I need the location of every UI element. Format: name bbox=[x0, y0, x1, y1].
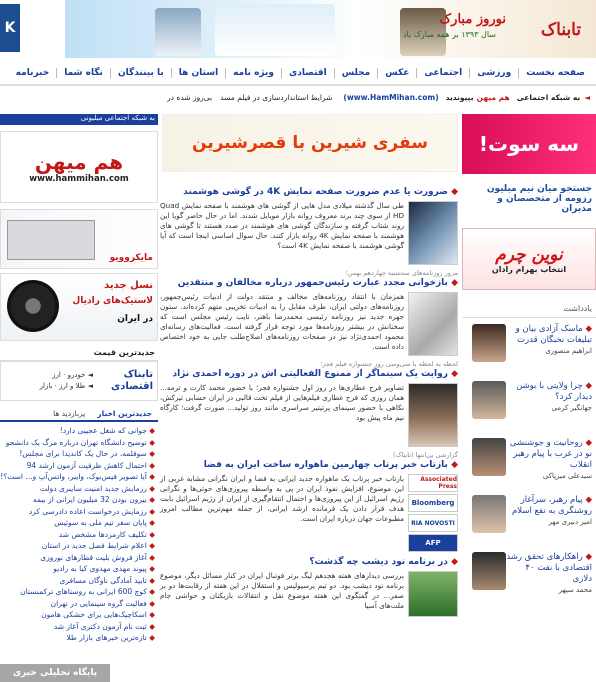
site-logo[interactable]: تابناک bbox=[540, 20, 582, 40]
news-link[interactable]: بیرون بودن 32 میلیون ایرانی از بیمه bbox=[33, 495, 147, 504]
note-item[interactable] bbox=[462, 495, 596, 548]
news-list-item[interactable] bbox=[0, 552, 158, 564]
ap-logo: Associated Press bbox=[408, 474, 458, 492]
news-link[interactable]: رزمایش جدید امنیت سایبری دولت bbox=[39, 483, 147, 493]
bullet-icon: ◆ bbox=[146, 633, 155, 642]
right-column bbox=[462, 114, 596, 609]
news-list bbox=[0, 425, 158, 644]
story-kicker: لحظه به لحظه با سی‌وسی روز جشنواره فیلم فجر؛ bbox=[320, 360, 458, 368]
author-avatar bbox=[472, 552, 506, 590]
nav-parliament[interactable]: مجلس bbox=[334, 68, 377, 78]
note-item[interactable] bbox=[462, 438, 596, 491]
bullet-icon: ◆ bbox=[146, 449, 155, 458]
bullet-icon: ◆ bbox=[146, 495, 155, 504]
price-link-gold[interactable]: ◄ طلا و ارز · بازار bbox=[39, 382, 93, 390]
story-summary: همزمان با انتقاد روزنامه‌های مخالف و منتقد دولت از ادبیات رئیس‌جمهور، روزنامه‌های دولتی ایران، طرف مقابل را به ادبیات تخریبی متهم کرده‌اند. ستون جهره جدید نیز روزنامه رئیسی محمدرضا باهنر، نایب رئیس مجلس است که سخنانش در بیشتر روزنامه‌ها مورد توجه قرار گرفته است. فعالیت‌های رسانه‌ای محمود احمدی‌نژاد نیز در صفحات روزنامه‌های اصلاح‌طلب جایی به خود اختصاص داده است. bbox=[160, 292, 404, 351]
bullet-icon: ◆ bbox=[447, 460, 458, 470]
story-kicker: گزارشی بی‌انتها (تابناک) bbox=[393, 451, 458, 459]
news-link[interactable]: جوانی که شغل عجیبی دارد! bbox=[59, 426, 147, 435]
news-link[interactable]: تایید آمادگی ناوگان مسافری bbox=[59, 575, 147, 585]
bullet-icon: ◆ bbox=[582, 495, 592, 505]
note-title[interactable]: ماسک آزادی بیان و تبلیغات نخبگان قدرت bbox=[515, 324, 592, 345]
bullet-icon: ◆ bbox=[447, 557, 458, 567]
news-link[interactable]: تکلیف کارمزدها مشخص شد bbox=[58, 529, 147, 539]
news-ticker bbox=[0, 88, 596, 106]
nav-viewers[interactable]: با بینندگان bbox=[110, 68, 171, 78]
price-link-car[interactable]: ◄ خودرو · ارز bbox=[52, 371, 93, 379]
nav-provinces[interactable]: استان ها bbox=[171, 68, 225, 78]
news-link[interactable]: سوفلمه، در حال یک کاندیدا برای مجلس! bbox=[19, 449, 147, 458]
tabnak-economy-title: تابناک اقتصادی bbox=[111, 369, 153, 392]
ticker-prefix: به شبکه اجتماعی bbox=[516, 92, 581, 102]
news-link[interactable]: کوچ 600 ایرانی به روستاهای ترکمنستان bbox=[20, 587, 147, 596]
ad-qasr-shirin[interactable]: سفری شیرین با قصرشیرین bbox=[162, 114, 458, 172]
tire-line-2: لاستیک‌های رادیال bbox=[72, 296, 153, 306]
news-link[interactable]: اسکاچیک‌هایی برای خشکی هامون bbox=[41, 610, 147, 619]
news-list-item[interactable] bbox=[0, 437, 158, 449]
note-item[interactable] bbox=[462, 381, 596, 434]
news-story bbox=[160, 360, 458, 447]
tab-most-viewed[interactable]: پربازدید ها bbox=[53, 409, 86, 418]
news-list-item[interactable] bbox=[0, 609, 158, 621]
tire-line-1: نسل جدید bbox=[104, 280, 153, 291]
news-link[interactable]: آغاز فروش بلیت قطارهای نوروزی bbox=[40, 552, 147, 562]
price-link-label: طلا و ارز bbox=[59, 382, 86, 390]
tab-latest-news[interactable]: جدیدترین اخبار bbox=[97, 409, 152, 418]
news-story bbox=[160, 451, 458, 552]
news-list-item[interactable] bbox=[0, 471, 158, 483]
microwave-image bbox=[7, 220, 95, 260]
news-link[interactable]: ثبت نام آزمون دکتری آغاز شد bbox=[53, 621, 147, 631]
ticker-bullet-icon: ◄ bbox=[584, 92, 590, 102]
note-title[interactable]: چرا ولایتی با بوشن دیدار کرد؟ bbox=[516, 381, 592, 402]
football-image[interactable] bbox=[408, 571, 458, 617]
bullet-icon: ◆ bbox=[146, 518, 155, 527]
news-list-item[interactable] bbox=[0, 563, 158, 575]
story-title[interactable]: روایت یک سینماگر از ممنوع الفعالیتی اش در دوره احمدی نژاد bbox=[172, 369, 448, 379]
nav-special[interactable]: ویژه نامه bbox=[225, 68, 281, 78]
news-story bbox=[160, 186, 458, 265]
ad-tabnak-economy[interactable] bbox=[0, 361, 158, 401]
news-story bbox=[160, 556, 458, 617]
bullet-icon: ◆ bbox=[146, 564, 155, 573]
job-ad-title[interactable]: جستجو میان نیم میلیون bbox=[486, 184, 592, 194]
note-title[interactable]: راهکارهای تحقق رشد اقتصادی با نفت ۴۰ دلاری bbox=[506, 552, 592, 584]
story-title[interactable]: در برنامه نود دیشب چه گذشت؟ bbox=[309, 557, 448, 567]
news-story bbox=[160, 269, 458, 356]
news-link[interactable]: احتمال کاهش ظرفیت آزمون ارشد 94 bbox=[26, 460, 147, 470]
latest-price-heading: جدیدترین قیمت bbox=[0, 345, 158, 361]
bullet-icon: ◆ bbox=[146, 541, 155, 550]
bullet-icon: ◆ bbox=[146, 587, 155, 596]
ad-hammihan[interactable] bbox=[0, 131, 158, 203]
author-avatar bbox=[472, 324, 506, 362]
news-list-item[interactable] bbox=[0, 621, 158, 633]
story-title[interactable]: بازتاب خبر پرتاب چهارمین ماهواره ساخت ایران به فضا bbox=[203, 460, 448, 470]
note-title[interactable]: پیام رهبر، سرآغاز روشنگری به نفع اسلام bbox=[512, 495, 592, 516]
ad-microwave[interactable] bbox=[0, 209, 158, 269]
price-link-label: بازار bbox=[39, 382, 53, 390]
story-title[interactable]: ضرورت یا عدم ضرورت صفحه نمایش 4K در گوشی هوشمند bbox=[183, 187, 448, 197]
news-tabs bbox=[0, 407, 158, 422]
bullet-icon: ◆ bbox=[447, 278, 458, 288]
note-item[interactable] bbox=[462, 324, 596, 377]
hammihan-url: www.hammihan.com bbox=[29, 174, 129, 184]
partner-logo[interactable]: K bbox=[0, 4, 20, 52]
flower-image bbox=[155, 8, 201, 56]
author-avatar bbox=[472, 495, 506, 533]
ticker-join: بپیوندید bbox=[445, 92, 474, 102]
phone-image[interactable] bbox=[408, 201, 458, 265]
ticker-item-3[interactable]: بی‌روز شده در bbox=[167, 92, 213, 102]
story-summary: بررسی دیدارهای هفته هجدهم لیگ برتر فوتبال ایران در کنار مسائل دیگر، موضوع برنامه نود دیشب بود. دو تیم پرسپولیس و استقلال در این هفته از رقابت‌ها دو بر صفر... در گفتگوی این هفته موضوع نقل و انتقالات بازیکنان و حواشی جام ملت‌های آسیا bbox=[160, 571, 404, 610]
news-link[interactable]: تازه‌ترین خبرهای بازار طلا bbox=[66, 633, 147, 642]
news-link[interactable]: اعلام شرایط فصل جدید در استان bbox=[41, 541, 147, 550]
ria-novosti-logo: RIA NOVOSTI bbox=[408, 514, 458, 532]
site-watermark: پایگاه تحلیلی خبری bbox=[0, 664, 110, 682]
new-year-subtitle: سال ۱۳۹۳ بر همه مبارک باد bbox=[402, 30, 496, 39]
news-link[interactable]: پیوند مهدی مهدوی کیا به رادیو bbox=[53, 564, 147, 573]
bullet-icon: ◆ bbox=[146, 575, 155, 585]
story-summary: طی سال گذشته میلادی مدل هایی از گوشی های هوشمند با صفحه نمایش Quad HD از سوی چند برند معروف روانه بازار موبایل شدند. اما در حال حاضر گویا این روند شتاب گرفته و سازندگان گوشی های هوشمند در صدد هستند تا گوشی های هوشمند با صفحه نمایش 4K روانه بازار کنند. حال سوال اساسی اینجا است که آیا گوشی هوشمند با صفحه نمایش 4K است؟ bbox=[160, 201, 404, 250]
bullet-icon: ◆ bbox=[146, 598, 155, 608]
news-list-item[interactable] bbox=[0, 425, 158, 437]
news-link[interactable]: پایان سفر تیم ملی به سوئیس bbox=[54, 518, 147, 527]
ad-novin-charm[interactable] bbox=[462, 228, 596, 290]
novin-subtitle: انتخاب بهرام رادان bbox=[491, 264, 567, 274]
ad-sout-banner[interactable]: سه سوت! bbox=[462, 114, 596, 174]
bullet-icon: ◆ bbox=[146, 483, 155, 493]
ticker-url[interactable]: (www.HamMihan.com) bbox=[343, 92, 439, 102]
bullet-icon: ◆ bbox=[146, 460, 155, 470]
nav-your-view[interactable]: نگاه شما bbox=[56, 68, 110, 78]
bullet-icon: ◆ bbox=[146, 426, 155, 435]
news-list-item[interactable] bbox=[0, 494, 158, 506]
news-link[interactable]: توضیح دانشگاه تهران درباره مرگ یک دانشجو bbox=[5, 437, 147, 447]
main-nav bbox=[0, 62, 596, 86]
nav-newsletter[interactable]: خبرنامه bbox=[15, 68, 50, 78]
bloomberg-logo: Bloomberg bbox=[408, 494, 458, 512]
story-title[interactable]: بازخوانی مجدد عبارت رئیس‌جمهور درباره مخالفان و منتقدین bbox=[177, 278, 448, 288]
news-list-item[interactable] bbox=[0, 575, 158, 587]
news-list-item[interactable] bbox=[0, 506, 158, 518]
hammihan-logo: هم میهن bbox=[34, 150, 124, 174]
note-author: محمد سپهر bbox=[558, 586, 592, 594]
news-link[interactable]: فعالیت گروه سینمایی در تهران bbox=[50, 598, 147, 608]
ticker-brand[interactable]: هم میهن bbox=[476, 92, 510, 102]
news-list-item[interactable] bbox=[0, 540, 158, 552]
bullet-icon: ◆ bbox=[146, 506, 155, 516]
news-link[interactable]: آیا تصویر فیس‌بوک، وایبر، واتس‌آپ و... است؟! bbox=[0, 472, 147, 481]
news-list-item[interactable] bbox=[0, 598, 158, 610]
nav-social[interactable]: اجتماعی bbox=[416, 68, 469, 78]
news-list-item[interactable] bbox=[0, 483, 158, 495]
left-column bbox=[0, 114, 158, 644]
bullet-icon: ◆ bbox=[146, 552, 155, 562]
news-link[interactable]: رزمایش درخواست اعاده دادرسی کرد bbox=[28, 506, 147, 516]
note-author: ابراهیم منصوری bbox=[545, 347, 592, 355]
bullet-icon: ◆ bbox=[582, 381, 592, 391]
nav-economy[interactable]: اقتصادی bbox=[281, 68, 334, 78]
story-kicker: مرور روزنامه‌های سه‌شنبه چهاردهم بهمن؛ bbox=[345, 269, 458, 277]
ad-tire[interactable] bbox=[0, 273, 158, 341]
news-list-item[interactable] bbox=[0, 448, 158, 460]
bullet-icon: ◆ bbox=[582, 324, 592, 334]
new-year-title: نوروز مبارک bbox=[439, 12, 506, 27]
price-link-label: خودرو bbox=[67, 371, 86, 379]
job-ad-subtitle[interactable]: رزومه از متخصصان و مدیران bbox=[497, 194, 592, 214]
note-author: جهانگیر کرمی bbox=[551, 404, 592, 412]
bullet-icon: ◆ bbox=[146, 472, 155, 481]
note-author: امیر دبیری مهر bbox=[548, 518, 592, 526]
header-banner bbox=[65, 0, 596, 58]
filmmaker-image[interactable] bbox=[408, 383, 458, 447]
middle-column bbox=[160, 114, 458, 621]
newspapers-image[interactable] bbox=[408, 292, 458, 356]
tire-line-3: در ایران bbox=[117, 314, 153, 324]
afp-logo: AFP bbox=[408, 534, 458, 552]
price-link-label: ارز bbox=[52, 371, 61, 379]
news-list-item[interactable] bbox=[0, 460, 158, 472]
note-title[interactable]: روحانیت و جوشنشی نو در غرب با پیام رهبر انقلاب bbox=[509, 438, 592, 470]
novin-logo: نوین چرم bbox=[495, 244, 563, 265]
agency-logos bbox=[408, 474, 458, 552]
news-list-item[interactable] bbox=[0, 632, 158, 644]
nav-home[interactable]: صفحه نخست bbox=[518, 68, 592, 78]
author-avatar bbox=[472, 438, 506, 476]
tire-image bbox=[7, 280, 59, 332]
news-list-item[interactable] bbox=[0, 586, 158, 598]
microwave-label: مایکروویو bbox=[109, 253, 153, 263]
story-summary: بازتاب خبر پرتاب یک ماهواره جدید ایرانی به فضا و ایران نگرانی مشابه غربی از این موضوع، افزایش نفوذ ایران در پی به واسطه پیروزی‌های حوثی‌ها و نگرانی رژیم اسرائیل از این پیروزی‌ها و احتمال انتقام‌گیری از ایران از رژیم اسرائیل بابت هدف قرار دادن یک فرمانده ارشد ایرانی، از جمله مهم‌ترین مطالب امروز مطبوعات جهان درباره ایران است. bbox=[160, 474, 404, 523]
bullet-icon: ◆ bbox=[146, 437, 155, 447]
bullet-icon: ◆ bbox=[146, 621, 155, 631]
ticker-item-2[interactable]: شرایط استانداردسازی در فیلم مسد bbox=[220, 92, 333, 102]
bullet-icon: ◆ bbox=[146, 610, 155, 619]
bullet-icon: ◆ bbox=[582, 552, 592, 562]
nav-photo[interactable]: عکس bbox=[377, 68, 416, 78]
nav-sport[interactable]: ورزشی bbox=[469, 68, 518, 78]
bullet-icon: ◆ bbox=[146, 529, 155, 539]
story-summary: تصاویر فرح عطاری‌ها در روز اول جشنواره فجر؛ با حضور محمد کارت و ترمه... همان روزی که فرح عطاری فیلم‌هایی از فیلم تخت قالبی در ایران حسابی تیرکش، نکاهی با حضور سینمای پرتیتیر سراسری مانند روز تولید... صورت گرفت؛ کارگاه نیم ماه پیش بود bbox=[160, 383, 404, 422]
notes-heading: یادداشت bbox=[462, 300, 596, 318]
snow-scene-image bbox=[215, 4, 335, 56]
news-list-item[interactable] bbox=[0, 529, 158, 541]
bullet-icon: ◆ bbox=[582, 438, 592, 448]
author-avatar bbox=[472, 381, 506, 419]
news-list-item[interactable] bbox=[0, 517, 158, 529]
note-item[interactable] bbox=[462, 552, 596, 605]
social-network-heading: به شبکه اجتماعی میلیونی bbox=[0, 114, 158, 125]
bullet-icon: ◆ bbox=[447, 187, 458, 197]
note-author: سیدعلی میرپاکی bbox=[542, 472, 592, 480]
bullet-icon: ◆ bbox=[447, 369, 458, 379]
